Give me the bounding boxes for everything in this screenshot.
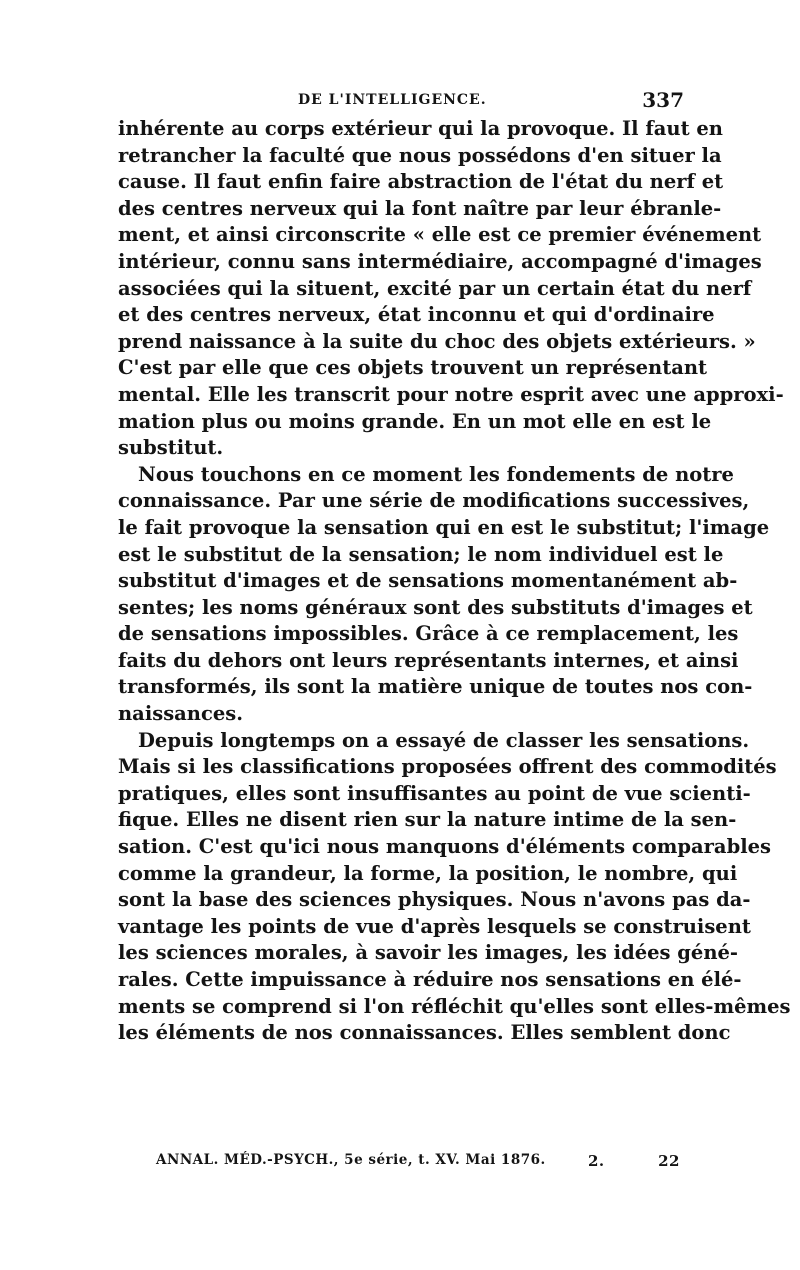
text-line: substitut d'images et de sensations momentanément ab- <box>118 569 738 593</box>
text-line: les éléments de nos connaissances. Elles semblent donc <box>118 1021 731 1045</box>
running-head-title: DE L'INTELLIGENCE. <box>298 92 487 108</box>
sheet-number: 22 <box>658 1152 680 1170</box>
text-line: ment, et ainsi circonscrite « elle est ce premier événement <box>118 223 762 247</box>
text-line: transformés, ils sont la matière unique de toutes nos con- <box>118 675 753 699</box>
text-line: pratiques, elles sont insuffisantes au point de vue scienti- <box>118 781 751 805</box>
text-line: sation. C'est qu'ici nous manquons d'éléments comparables <box>118 835 771 859</box>
text-line: associées qui la situent, excité par un certain état du nerf <box>118 276 752 300</box>
paragraph-end-line: substitut. <box>118 436 224 460</box>
text-line: inhérente au corps extérieur qui la provoque. Il faut en <box>118 117 723 140</box>
text-line: comme la grandeur, la forme, la position, le nombre, qui <box>118 861 738 885</box>
paragraph-start-line: Depuis longtemps on a essayé de classer les sensations. <box>138 728 750 752</box>
signature-mark: 2. <box>588 1152 605 1170</box>
running-head <box>118 88 686 116</box>
text-line: intérieur, connu sans intermédiaire, accompagné d'images <box>118 249 762 273</box>
page-footer <box>156 1152 680 1174</box>
text-line: est le substitut de la sensation; le nom individuel est le <box>118 542 724 566</box>
text-line: mental. Elle les transcrit pour notre esprit avec une approxi- <box>118 382 784 406</box>
text-line: sentes; les noms généraux sont des substituts d'images et <box>118 595 753 619</box>
text-line: ments se comprend si l'on réfléchit qu'elles sont elles-mêmes <box>118 994 791 1018</box>
text-line: Mais si les classifications proposées offrent des commodités <box>118 755 777 779</box>
text-line: des centres nerveux qui la font naître par leur ébranle- <box>118 196 722 220</box>
paragraph-start-line: Nous touchons en ce moment les fondements de notre <box>138 462 734 486</box>
text-line: le fait provoque la sensation qui en est le substitut; l'image <box>118 515 770 539</box>
text-line: fique. Elles ne disent rien sur la nature intime de la sen- <box>118 808 737 832</box>
text-line: retrancher la faculté que nous possédons d'en situer la <box>118 143 722 167</box>
journal-signature-line: ANNAL. MÉD.-PSYCH., 5e série, t. XV. Mai 1876. <box>156 1152 546 1168</box>
text-line: C'est par elle que ces objets trouvent un représentant <box>118 356 708 380</box>
book-page <box>118 88 791 1047</box>
text-line: et des centres nerveux, état inconnu et qui d'ordinaire <box>118 303 715 327</box>
text-line: sont la base des sciences physiques. Nous n'avons pas da- <box>118 888 751 912</box>
body-text <box>118 116 791 1047</box>
text-line: rales. Cette impuissance à réduire nos sensations en élé- <box>118 968 742 991</box>
text-line: les sciences morales, à savoir les images, les idées géné- <box>118 941 739 965</box>
text-line: vantage les points de vue d'après lesquels se construisent <box>118 914 751 938</box>
page-number: 337 <box>642 88 684 112</box>
text-line: de sensations impossibles. Grâce à ce remplacement, les <box>118 622 739 646</box>
text-line: faits du dehors ont leurs représentants internes, et ainsi <box>118 648 739 672</box>
text-line: connaissance. Par une série de modifications successives, <box>118 489 750 513</box>
text-line: mation plus ou moins grande. En un mot elle en est le <box>118 409 712 433</box>
text-line: cause. Il faut enfin faire abstraction de l'état du nerf et <box>118 170 724 194</box>
text-line: prend naissance à la suite du choc des objets extérieurs. » <box>118 329 756 353</box>
paragraph-end-line: naissances. <box>118 702 244 726</box>
